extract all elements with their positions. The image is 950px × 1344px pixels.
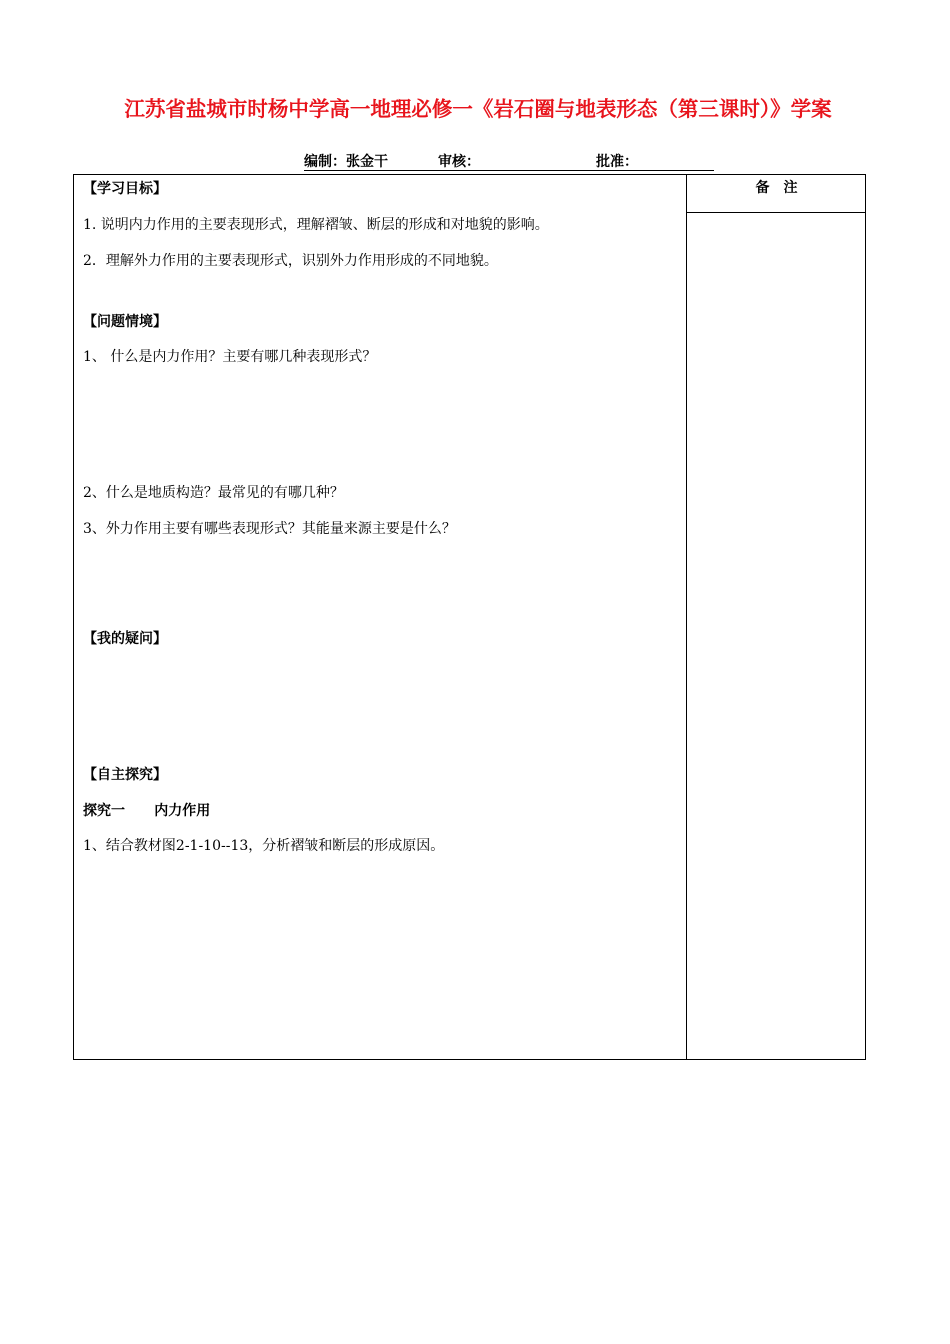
meta-underline bbox=[304, 170, 714, 171]
goal-item-2: 2．理解外力作用的主要表现形式，识别外力作用形成的不同地貌。 bbox=[83, 253, 498, 269]
section-inquiry-heading: 【自主探究】 bbox=[83, 767, 167, 783]
goal-item-1: 1. 说明内力作用的主要表现形式，理解褶皱、断层的形成和对地貌的影响。 bbox=[83, 217, 549, 233]
inquiry-1-title: 探究一 内力作用 bbox=[83, 803, 211, 819]
notes-column-header: 备注 bbox=[687, 175, 866, 213]
document-meta bbox=[0, 152, 950, 172]
worksheet-table bbox=[73, 174, 866, 1060]
section-doubts-heading: 【我的疑问】 bbox=[83, 631, 167, 647]
question-item-3: 3、外力作用主要有哪些表现形式？其能量来源主要是什么？ bbox=[83, 521, 456, 537]
section-goals-heading: 【学习目标】 bbox=[83, 181, 167, 197]
editor-label: 编制：张金干 bbox=[304, 154, 388, 170]
approver-label: 批准： bbox=[596, 154, 638, 170]
section-situation-heading: 【问题情境】 bbox=[83, 314, 167, 330]
question-item-1: 1、 什么是内力作用？主要有哪几种表现形式？ bbox=[83, 349, 377, 365]
document-title: 江苏省盐城市时杨中学高一地理必修一《岩石圈与地表形态（第三课时）》学案 bbox=[124, 97, 832, 121]
column-divider bbox=[686, 175, 687, 1059]
reviewer-label: 审核： bbox=[438, 154, 480, 170]
inquiry-1-task: 1、结合教材图2-1-10--13，分析褶皱和断层的形成原因。 bbox=[83, 838, 445, 854]
question-item-2: 2、什么是地质构造？最常见的有哪几种？ bbox=[83, 485, 344, 501]
